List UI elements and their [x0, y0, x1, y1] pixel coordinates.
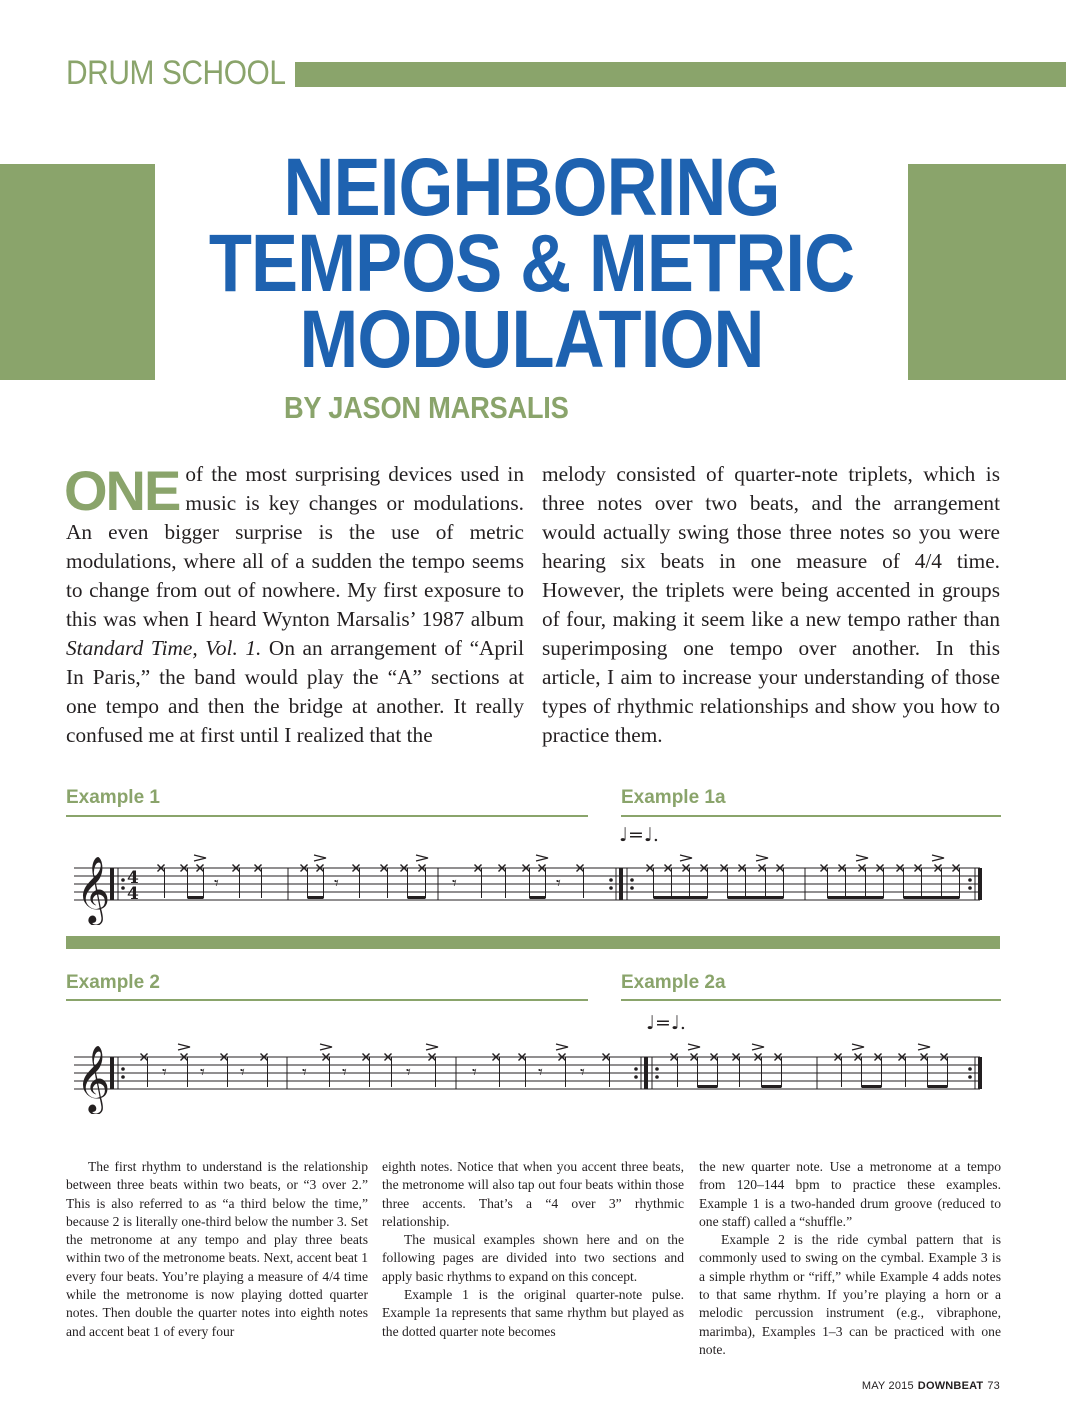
x-notehead: [739, 865, 746, 899]
x-notehead: [233, 865, 240, 899]
body-column-1: [66, 1158, 368, 1341]
x-notehead: [701, 865, 708, 899]
notation-staff-example-1: [66, 845, 1000, 925]
lead-text-1b: On an arrangement of “April In Paris,” the band would play the “A” sections at one tempo and then the bridge at another. It really confused me at first until I realized that the: [66, 636, 525, 747]
x-notehead: [897, 865, 904, 899]
x-notehead: [385, 1054, 392, 1088]
title-line-3: MODULATION: [299, 294, 764, 385]
x-notehead: [158, 865, 165, 899]
accent-mark: [556, 1044, 568, 1050]
accent-mark: [194, 855, 206, 861]
x-notehead: [755, 1054, 762, 1088]
beam: [530, 896, 546, 899]
x-notehead: [539, 865, 546, 899]
x-notehead: [197, 865, 204, 899]
byline: BY JASON MARSALIS: [284, 390, 569, 425]
example-2a-rule: [621, 999, 1001, 1001]
section-heading-bar: [295, 62, 1066, 87]
end-repeat-barline-thick: [644, 1057, 648, 1089]
x-notehead: [577, 865, 584, 899]
example-2a-label: Example 2a: [621, 972, 726, 993]
example-1-rule: [66, 815, 588, 817]
accent-mark: [752, 1044, 764, 1050]
x-notehead: [523, 865, 530, 899]
x-notehead: [875, 1054, 882, 1088]
accent-mark: [856, 855, 868, 861]
x-notehead: [775, 1054, 782, 1088]
body-paragraph: The first rhythm to understand is the relationship between three beats within two beats, or “3 over 2.” This is also referred to as “a third below the time,” because 2 is literally one-third below the number 3. Set the metronome at any tempo and play three beats within two of the metronome beats. Next, accent beat 1 every four beats. You’re playing a measure of 4/4 time while the metronome is now playing dotted quarter notes. Then double the quarter notes into eighth notes and accent beat 1 of every four: [66, 1159, 368, 1339]
x-notehead: [317, 865, 324, 899]
x-notehead: [603, 1054, 610, 1088]
example-2-label: Example 2: [66, 972, 160, 993]
metric-modulation-marking-1a: ♩=♩.: [619, 824, 659, 846]
title-side-block-left: [0, 164, 155, 380]
drop-cap: ONE: [64, 459, 180, 522]
accent-mark: [426, 1044, 438, 1050]
x-notehead: [475, 865, 482, 899]
x-notehead: [301, 865, 308, 899]
x-notehead: [665, 865, 672, 899]
final-repeat-barline: [978, 1057, 982, 1089]
staff-lines: [74, 868, 980, 900]
x-notehead: [721, 865, 728, 899]
page-number: 73: [987, 1380, 1000, 1392]
eighth-rest: 𝄾: [472, 1062, 477, 1083]
accent-mark: [918, 1044, 930, 1050]
x-notehead: [877, 865, 884, 899]
beam: [654, 896, 708, 899]
x-notehead: [429, 1054, 436, 1088]
body-paragraph: eighth notes. Notice that when you accent three beats, the metronome will also tap out four beats within those three accents. That’s a “4 over 3” rhythmic relationship.: [382, 1159, 684, 1229]
x-notehead: [839, 865, 846, 899]
beam: [188, 896, 204, 899]
x-notehead: [835, 1054, 842, 1088]
time-signature-top: 4: [127, 868, 139, 888]
x-notehead: [255, 865, 262, 899]
x-notehead: [261, 1054, 268, 1088]
examples-divider-bar: [66, 936, 1000, 949]
issue-date: MAY 2015: [861, 1380, 914, 1392]
album-title: Standard Time, Vol. 1.: [66, 636, 262, 660]
eighth-rest: 𝄾: [240, 1062, 245, 1083]
x-notehead: [821, 865, 828, 899]
example-2-rule: [66, 999, 588, 1001]
eighth-rest: 𝄾: [580, 1062, 585, 1083]
example-1a-label: Example 1a: [621, 787, 726, 808]
x-notehead: [683, 865, 690, 899]
accent-mark: [416, 855, 428, 861]
eighth-rest: 𝄾: [342, 1062, 347, 1083]
eighth-rest: 𝄾: [334, 873, 339, 894]
x-notehead: [953, 865, 960, 899]
x-notehead: [711, 1054, 718, 1088]
notation-staff-example-2: [66, 1034, 1000, 1114]
x-notehead: [647, 865, 654, 899]
body-column-2: [382, 1158, 684, 1341]
metric-modulation-marking-2a: ♩=♩.: [646, 1012, 686, 1034]
x-notehead: [181, 865, 188, 899]
x-notehead: [859, 865, 866, 899]
x-notehead: [419, 865, 426, 899]
repeat-barline-thick: [110, 868, 114, 900]
lead-column-2: melody consisted of quarter-note triplets, which is three notes over two beats, and the arrangement would actually swing those three notes so you were hearing six beats in one measure of 4/4 time. However, the triplets were being accented in groups of four, making it seem like a new tempo rather than superimposing one tempo over another. In this article, I aim to increase your understanding of those types of rhythmic relationships and show you how to practice them.: [542, 462, 1000, 747]
lead-text-1a: of the most surprising devices used in music is key changes or modulations. An even bigger surprise is the use of metric modulations, where all of a sudden the tempo seems to change from out of nowhere. My first exposure to this was when I heard Wynton Marsalis’ 1987 album: [66, 462, 524, 631]
example-1-label: Example 1: [66, 787, 160, 808]
eighth-rest: 𝄾: [556, 873, 561, 894]
x-notehead: [759, 865, 766, 899]
magazine-name: DOWNBEAT: [917, 1380, 984, 1392]
x-notehead: [353, 865, 360, 899]
body-column-3: [699, 1158, 1001, 1359]
final-repeat-barline: [978, 868, 982, 900]
beam: [904, 896, 960, 899]
title-side-block-right: [908, 164, 1066, 380]
body-paragraph: the new quarter note. Use a metronome at a tempo from 120–144 bpm to practice these examples. Example 1 is a two-handed drum groove (reduced to one staff) called a “shuffle.”: [699, 1159, 1001, 1229]
treble-clef-icon: 𝄞: [76, 1044, 111, 1112]
time-signature-bottom: 4: [127, 884, 139, 904]
beam: [308, 896, 324, 899]
accent-mark: [178, 1044, 190, 1050]
x-notehead: [733, 1054, 740, 1088]
eighth-rest: 𝄾: [406, 1062, 411, 1083]
x-notehead: [691, 1054, 698, 1088]
x-notehead: [921, 1054, 928, 1088]
x-notehead: [935, 865, 942, 899]
eighth-rest: 𝄾: [214, 873, 219, 894]
x-notehead: [519, 1054, 526, 1088]
example-1a-rule: [621, 815, 1001, 817]
x-notehead: [363, 1054, 370, 1088]
lead-column-1: [66, 460, 524, 750]
eighth-rest: 𝄾: [302, 1062, 307, 1083]
accent-mark: [314, 855, 326, 861]
title-line-2: TEMPOS & METRIC: [208, 218, 855, 309]
repeat-barline-thick: [110, 1057, 114, 1089]
eighth-rest: 𝄾: [162, 1062, 167, 1083]
x-notehead: [401, 865, 408, 899]
x-notehead: [941, 1054, 948, 1088]
x-notehead: [493, 1054, 500, 1088]
x-notehead: [777, 865, 784, 899]
eighth-rest: 𝄾: [200, 1062, 205, 1083]
x-notehead: [499, 865, 506, 899]
beam: [828, 896, 884, 899]
accent-mark: [680, 855, 692, 861]
x-notehead: [141, 1054, 148, 1088]
beam: [928, 1085, 948, 1088]
body-paragraph: Example 2 is the ride cymbal pattern that is commonly used to swing on the cymbal. Example 3 is a simple rhythm or “riff,” while Example 4 adds notes to that same rhythm. If you’re playing a horn or a melodic percussion instrument (e.g., vibraphone, marimba), Examples 1–3 can be practiced with one note.: [699, 1232, 1001, 1357]
beam: [862, 1085, 882, 1088]
end-repeat-barline-thick: [619, 868, 623, 900]
beam: [698, 1085, 718, 1088]
accent-mark: [932, 855, 944, 861]
x-notehead: [181, 1054, 188, 1088]
body-paragraph: The musical examples shown here and on the following pages are divided into two sections and apply basic rhythms to expand on this concept.: [382, 1232, 684, 1284]
x-notehead: [559, 1054, 566, 1088]
article-title: [155, 142, 908, 385]
accent-mark: [852, 1044, 864, 1050]
title-line-1: NEIGHBORING: [283, 142, 780, 233]
beam: [408, 896, 426, 899]
x-notehead: [323, 1054, 330, 1088]
treble-clef-icon: 𝄞: [76, 855, 111, 923]
accent-mark: [536, 855, 548, 861]
eighth-rest: 𝄾: [452, 873, 457, 894]
x-notehead: [221, 1054, 228, 1088]
accent-mark: [756, 855, 768, 861]
page-footer: [862, 1380, 1000, 1392]
beam: [762, 1085, 782, 1088]
x-notehead: [915, 865, 922, 899]
accent-mark: [320, 1044, 332, 1050]
accent-mark: [688, 1044, 700, 1050]
staff-lines: [74, 1057, 980, 1089]
eighth-rest: 𝄾: [538, 1062, 543, 1083]
x-notehead: [381, 865, 388, 899]
body-paragraph: Example 1 is the original quarter-note pulse. Example 1a represents that same rhythm but played as the dotted quarter note becomes: [382, 1287, 684, 1339]
beam: [728, 896, 784, 899]
section-heading: DRUM SCHOOL: [66, 54, 286, 92]
x-notehead: [855, 1054, 862, 1088]
x-notehead: [671, 1054, 678, 1088]
x-notehead: [899, 1054, 906, 1088]
